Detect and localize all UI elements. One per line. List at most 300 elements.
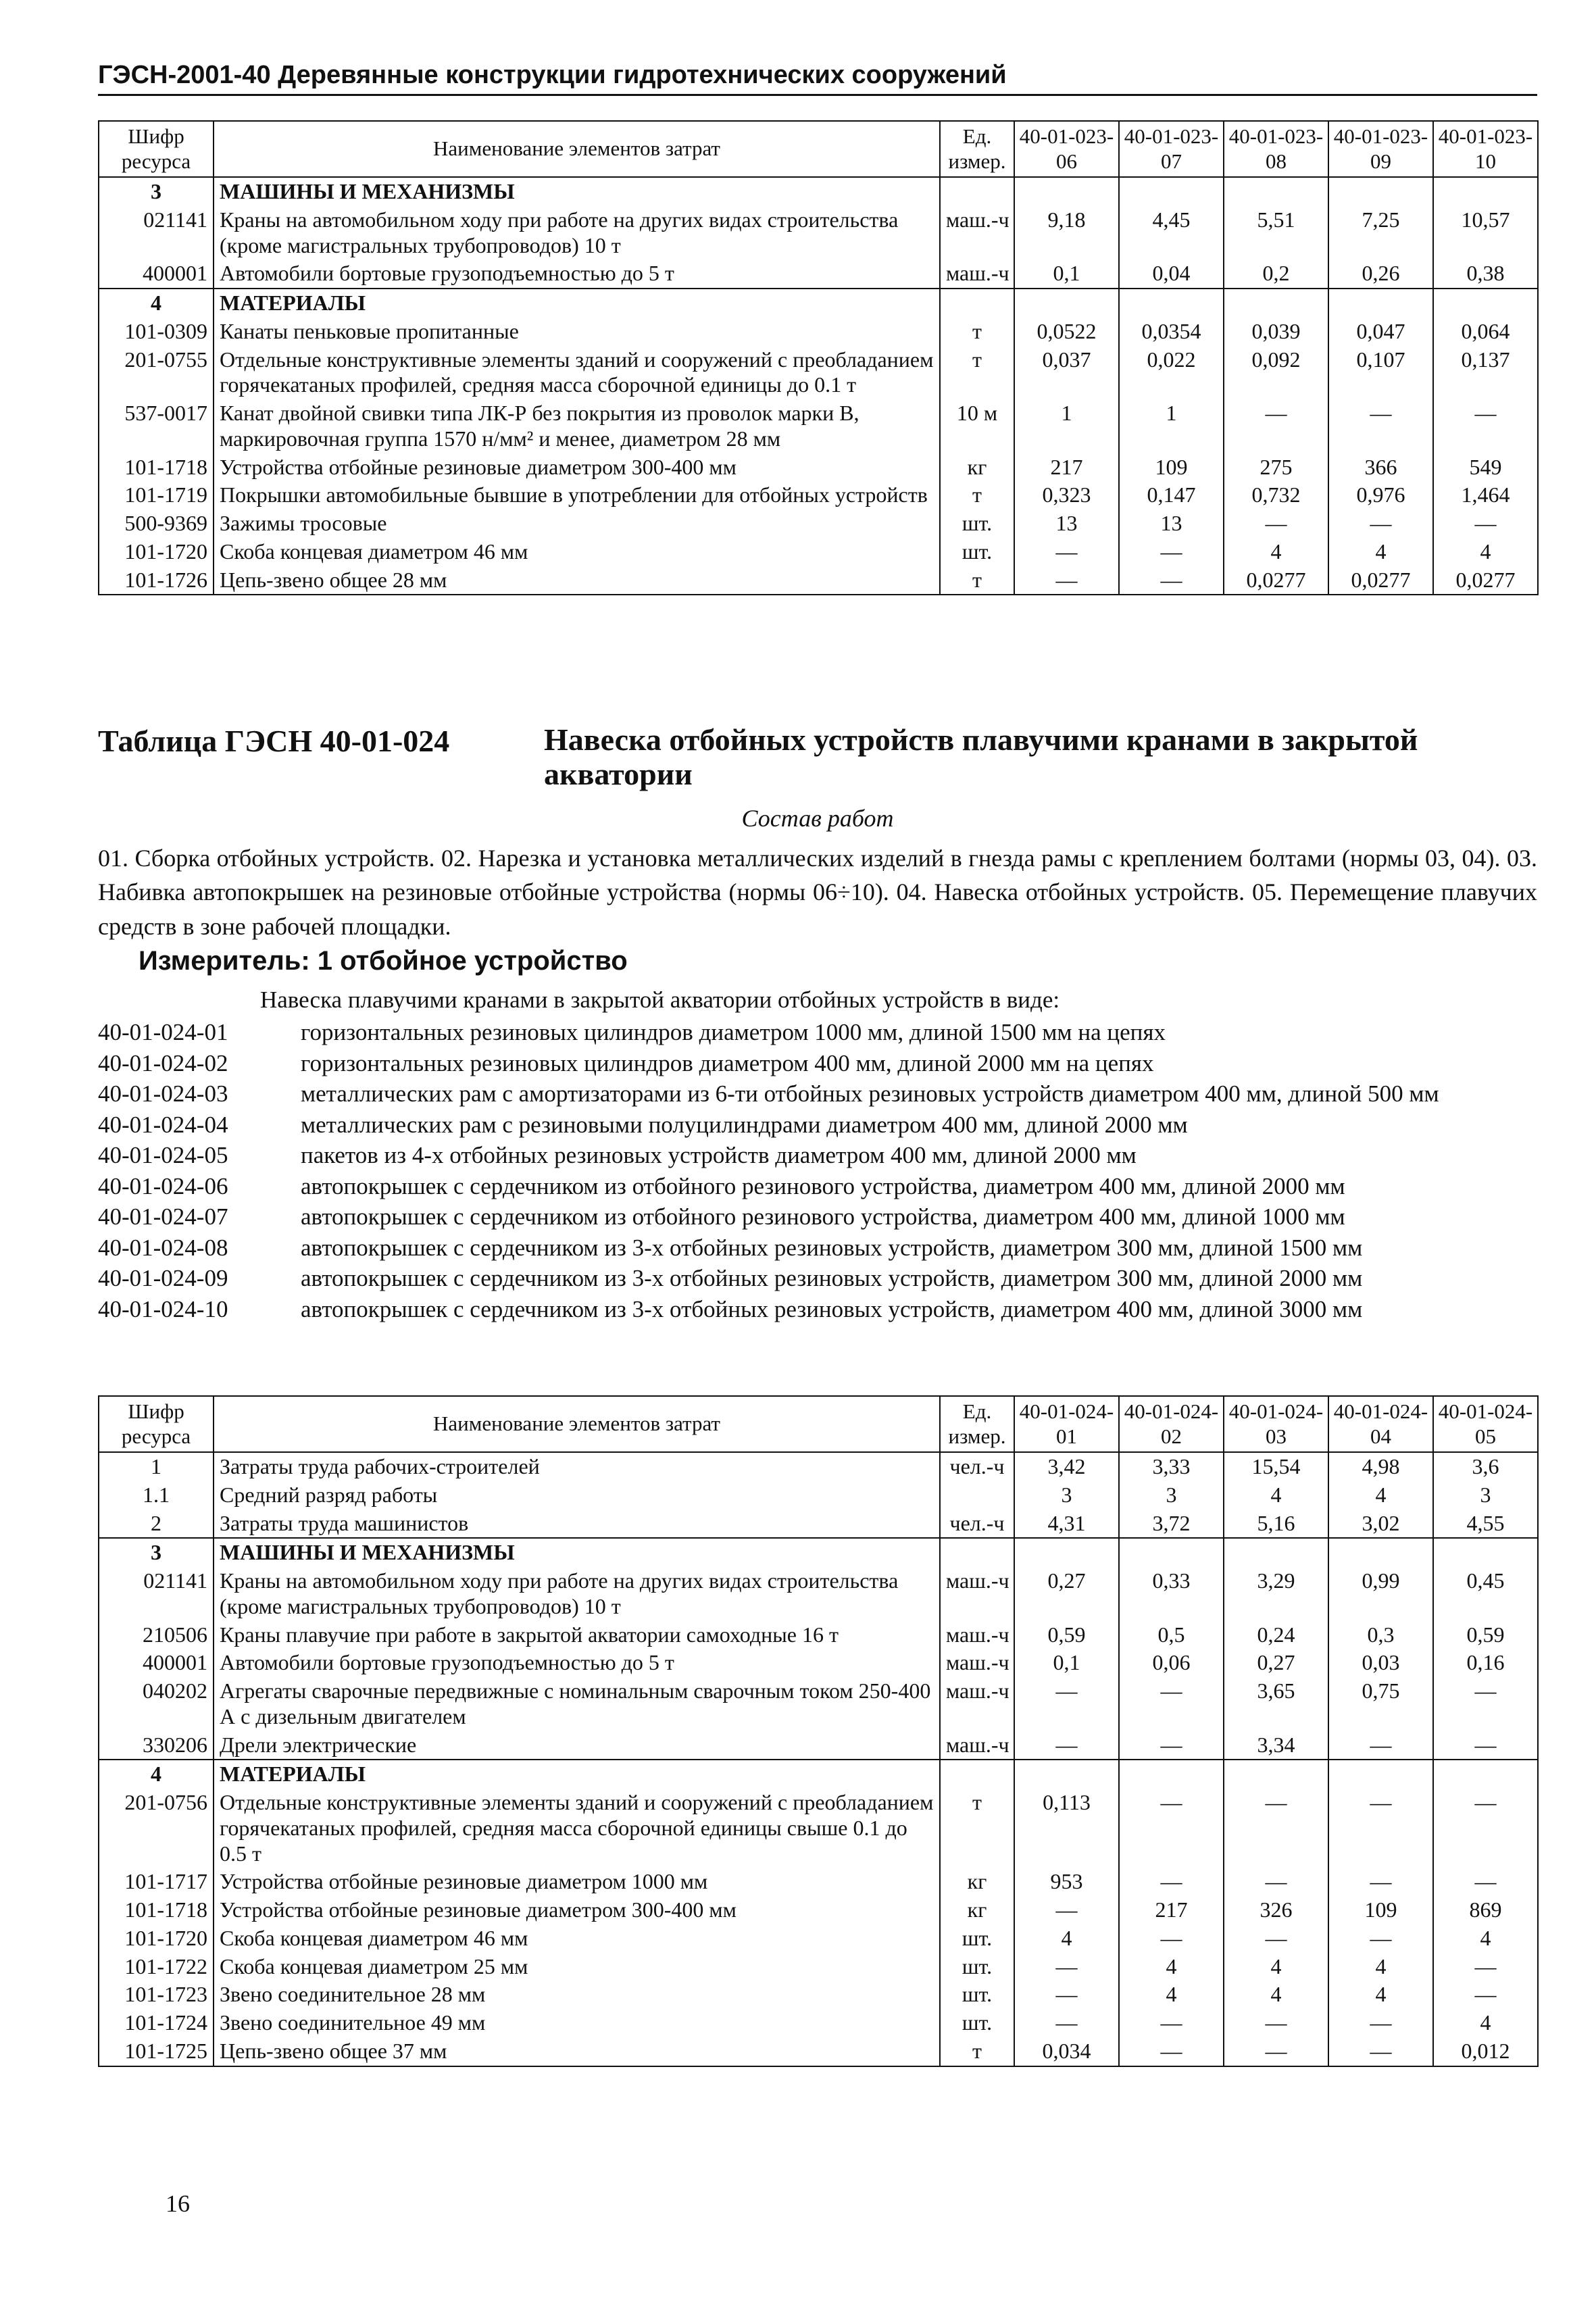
value-cell: — [1014, 1981, 1119, 2009]
value-cell: 3 [1433, 1481, 1538, 1510]
column-header: 40-01-024-01 [1014, 1396, 1119, 1452]
value-cell: 4,45 [1119, 206, 1224, 260]
value-cell: — [1119, 538, 1224, 566]
unit-cell: т [940, 1789, 1014, 1868]
norm-item [98, 1201, 1537, 1233]
table-row [99, 289, 1538, 318]
value-cell: 1 [1014, 399, 1119, 453]
value-cell: 4 [1433, 2009, 1538, 2037]
value-cell: 3 [1014, 1481, 1119, 1510]
empty-cell [1328, 289, 1433, 318]
value-cell: 3,6 [1433, 1452, 1538, 1481]
value-cell: 3,42 [1014, 1452, 1119, 1481]
resource-code: 021141 [99, 1567, 214, 1621]
resource-name: Звено соединительное 49 мм [214, 2009, 940, 2037]
works-text: 01. Сборка отбойных устройств. 02. Нарезка и установка металлических изделий в гнезда рамы с креплением болтами (нормы 03, 04). 03. Набивка автопокрышек на резиновые отбойные устройства (нормы 06÷10). 04. Навеска отбойных устройств. 05. Перемещение плавучих средств в зоне рабочей площадки. [98, 845, 1537, 940]
value-cell: 0,137 [1433, 346, 1538, 400]
value-cell: 4 [1328, 1981, 1433, 2009]
value-cell: — [1014, 566, 1119, 595]
table-row [99, 1760, 1538, 1789]
value-cell: — [1328, 1731, 1433, 1760]
resource-name: Краны плавучие при работе в закрытой акватории самоходные 16 т [214, 1621, 940, 1649]
column-header: 40-01-023-06 [1014, 121, 1119, 177]
value-cell: — [1328, 1868, 1433, 1896]
value-cell: 4 [1433, 1924, 1538, 1953]
value-cell: — [1433, 509, 1538, 538]
value-cell: — [1119, 1789, 1224, 1868]
resource-name: Отдельные конструктивные элементы зданий и сооружений с преобладанием горячекатаных профилей, средняя масса сборочной единицы свыше 0.1 до 0.5 т [214, 1789, 940, 1868]
resource-code: 1 [99, 1452, 214, 1481]
value-cell: 0,59 [1433, 1621, 1538, 1649]
empty-cell [940, 177, 1014, 206]
norm-item [98, 1171, 1537, 1202]
resource-code: 400001 [99, 1649, 214, 1677]
value-cell: — [1433, 1789, 1538, 1868]
value-cell: 0,27 [1224, 1649, 1328, 1677]
value-cell: 0,27 [1014, 1567, 1119, 1621]
value-cell: 3,29 [1224, 1567, 1328, 1621]
unit-cell: кг [940, 453, 1014, 482]
value-cell: 0,0277 [1433, 566, 1538, 595]
norm-code: 40-01-024-07 [98, 1203, 228, 1230]
resource-name: Автомобили бортовые грузоподъемностью до 5 т [214, 259, 940, 289]
meter-label: Измеритель: 1 отбойное устройство [139, 946, 628, 976]
norm-item [98, 1140, 1537, 1171]
value-cell: — [1224, 2037, 1328, 2066]
value-cell: — [1119, 1924, 1224, 1953]
resource-name: Цепь-звено общее 28 мм [214, 566, 940, 595]
resource-name: Покрышки автомобильные бывшие в употреблении для отбойных устройств [214, 481, 940, 509]
value-cell: — [1014, 538, 1119, 566]
column-header: 40-01-024-04 [1328, 1396, 1433, 1452]
empty-cell [1119, 289, 1224, 318]
value-cell: 1,464 [1433, 481, 1538, 509]
empty-cell [1119, 1538, 1224, 1567]
value-cell: — [1119, 2037, 1224, 2066]
resource-name: Затраты труда машинистов [214, 1510, 940, 1539]
norm-description: автопокрышек с сердечником из отбойного резинового устройства, диаметром 400 мм, длиной 1000 мм [301, 1203, 1345, 1230]
empty-cell [1119, 177, 1224, 206]
unit-cell: шт. [940, 538, 1014, 566]
value-cell: 109 [1119, 453, 1224, 482]
norm-code: 40-01-024-10 [98, 1295, 228, 1322]
table-number: Таблица ГЭСН 40-01-024 [98, 724, 450, 758]
resource-code: 3 [99, 1538, 214, 1567]
value-cell: 0,732 [1224, 481, 1328, 509]
resource-code: 101-1717 [99, 1868, 214, 1896]
value-cell: — [1433, 1953, 1538, 1981]
table-row [99, 1649, 1538, 1677]
resource-code: 101-1724 [99, 2009, 214, 2037]
table-row [99, 1868, 1538, 1896]
table-header-row [99, 1396, 1538, 1452]
resource-table-024 [98, 1395, 1539, 2067]
unit-cell: т [940, 566, 1014, 595]
value-cell: 4 [1328, 1953, 1433, 1981]
value-cell: 217 [1014, 453, 1119, 482]
unit-cell: маш.-ч [940, 1567, 1014, 1621]
resource-name: Отдельные конструктивные элементы зданий и сооружений с преобладанием горячекатаных профилей, средняя масса сборочной единицы до 0.1 т [214, 346, 940, 400]
value-cell: 3 [1119, 1481, 1224, 1510]
value-cell: 0,26 [1328, 259, 1433, 289]
table-row [99, 481, 1538, 509]
table-row [99, 177, 1538, 206]
norm-description: металлических рам с резиновыми полуцилиндрами диаметром 400 мм, длиной 2000 мм [301, 1111, 1188, 1138]
table-row [99, 1538, 1538, 1567]
unit-cell: шт. [940, 1981, 1014, 2009]
norm-code: 40-01-024-01 [98, 1019, 228, 1045]
value-cell: — [1224, 509, 1328, 538]
unit-cell: маш.-ч [940, 1677, 1014, 1731]
empty-cell [940, 1538, 1014, 1567]
value-cell: 0,0354 [1119, 318, 1224, 346]
value-cell: 0,1 [1014, 259, 1119, 289]
resource-name: МАШИНЫ И МЕХАНИЗМЫ [214, 1538, 940, 1567]
norm-description: горизонтальных резиновых цилиндров диаметром 1000 мм, длиной 1500 мм на цепях [301, 1019, 1166, 1045]
resource-name: Канаты пеньковые пропитанные [214, 318, 940, 346]
unit-cell: шт. [940, 509, 1014, 538]
value-cell: 4,55 [1433, 1510, 1538, 1539]
value-cell: 13 [1014, 509, 1119, 538]
empty-cell [1014, 289, 1119, 318]
value-cell: 7,25 [1328, 206, 1433, 260]
table-row [99, 1677, 1538, 1731]
value-cell: — [1119, 1868, 1224, 1896]
value-cell: — [1433, 1677, 1538, 1731]
table-row [99, 399, 1538, 453]
table-row [99, 1896, 1538, 1924]
resource-code: 040202 [99, 1677, 214, 1731]
value-cell: 0,59 [1014, 1621, 1119, 1649]
unit-cell: 10 м [940, 399, 1014, 453]
resource-code: 201-0756 [99, 1789, 214, 1868]
value-cell: 4 [1119, 1953, 1224, 1981]
resource-code: 330206 [99, 1731, 214, 1760]
value-cell: 3,65 [1224, 1677, 1328, 1731]
unit-cell: маш.-ч [940, 206, 1014, 260]
table-row [99, 318, 1538, 346]
column-header: Наименование элементов затрат [214, 1396, 940, 1452]
value-cell: 4 [1224, 1981, 1328, 2009]
resource-code: 3 [99, 177, 214, 206]
unit-cell: т [940, 318, 1014, 346]
norm-code: 40-01-024-02 [98, 1049, 228, 1076]
unit-cell [940, 1481, 1014, 1510]
empty-cell [1014, 177, 1119, 206]
empty-cell [1328, 1538, 1433, 1567]
value-cell: 4,31 [1014, 1510, 1119, 1539]
resource-name: Краны на автомобильном ходу при работе на других видах строительства (кроме магистральных трубопроводов) 10 т [214, 206, 940, 260]
table-row [99, 453, 1538, 482]
column-header: Наименование элементов затрат [214, 121, 940, 177]
norm-description: автопокрышек с сердечником из 3-х отбойных резиновых устройств, диаметром 400 мм, длиной 3000 мм [301, 1295, 1363, 1322]
value-cell: 0,99 [1328, 1567, 1433, 1621]
value-cell: — [1224, 399, 1328, 453]
resource-name: Скоба концевая диаметром 46 мм [214, 1924, 940, 1953]
value-cell: — [1328, 2037, 1433, 2066]
resource-code: 101-1720 [99, 538, 214, 566]
value-cell: 4 [1328, 1481, 1433, 1510]
norm-code: 40-01-024-08 [98, 1234, 228, 1261]
value-cell: 0,03 [1328, 1649, 1433, 1677]
norm-code: 40-01-024-05 [98, 1142, 228, 1168]
value-cell: — [1433, 1868, 1538, 1896]
resource-name: Затраты труда рабочих-строителей [214, 1452, 940, 1481]
resource-table-023 [98, 120, 1539, 595]
value-cell: 0,037 [1014, 346, 1119, 400]
resource-code: 4 [99, 289, 214, 318]
resource-name: Устройства отбойные резиновые диаметром 300-400 мм [214, 1896, 940, 1924]
column-header: 40-01-023-07 [1119, 121, 1224, 177]
value-cell: 9,18 [1014, 206, 1119, 260]
value-cell: — [1328, 399, 1433, 453]
resource-code: 101-1719 [99, 481, 214, 509]
table-row [99, 566, 1538, 595]
value-cell: 5,16 [1224, 1510, 1328, 1539]
resource-code: 101-1720 [99, 1924, 214, 1953]
value-cell: — [1014, 1677, 1119, 1731]
norm-code: 40-01-024-03 [98, 1080, 228, 1107]
value-cell: 0,034 [1014, 2037, 1119, 2066]
unit-cell: чел.-ч [940, 1510, 1014, 1539]
empty-cell [1433, 177, 1538, 206]
norm-description: горизонтальных резиновых цилиндров диаметром 400 мм, длиной 2000 мм на цепях [301, 1049, 1154, 1076]
norm-item [98, 1017, 1537, 1048]
value-cell: — [1014, 1896, 1119, 1924]
column-header: 40-01-024-03 [1224, 1396, 1328, 1452]
norm-description: металлических рам с амортизаторами из 6-ти отбойных резиновых устройств диаметром 400 мм, длиной 500 мм [301, 1080, 1439, 1107]
resource-name: Зажимы тросовые [214, 509, 940, 538]
value-cell: — [1014, 1953, 1119, 1981]
empty-cell [1433, 289, 1538, 318]
value-cell: — [1433, 1981, 1538, 2009]
value-cell: 217 [1119, 1896, 1224, 1924]
unit-cell: маш.-ч [940, 1649, 1014, 1677]
resource-name: Автомобили бортовые грузоподъемностью до 5 т [214, 1649, 940, 1677]
column-header: Шифр ресурса [99, 1396, 214, 1452]
value-cell: 0,0522 [1014, 318, 1119, 346]
value-cell: 0,012 [1433, 2037, 1538, 2066]
column-header: Ед. измер. [940, 121, 1014, 177]
resource-name: Устройства отбойные резиновые диаметром 300-400 мм [214, 453, 940, 482]
value-cell: 0,06 [1119, 1649, 1224, 1677]
norm-item [98, 1263, 1537, 1294]
unit-cell: т [940, 346, 1014, 400]
table-row [99, 1481, 1538, 1510]
norms-intro: Навеска плавучими кранами в закрытой акватории отбойных устройств в виде: [260, 987, 1060, 1013]
value-cell: 4 [1014, 1924, 1119, 1953]
value-cell: 1 [1119, 399, 1224, 453]
unit-cell: т [940, 481, 1014, 509]
value-cell: 3,33 [1119, 1452, 1224, 1481]
resource-name: Краны на автомобильном ходу при работе на других видах строительства (кроме магистральных трубопроводов) 10 т [214, 1567, 940, 1621]
table-row [99, 346, 1538, 400]
value-cell: 4 [1328, 538, 1433, 566]
resource-name: Средний разряд работы [214, 1481, 940, 1510]
table-row [99, 259, 1538, 289]
norm-item [98, 1110, 1537, 1141]
value-cell: — [1119, 1731, 1224, 1760]
unit-cell: шт. [940, 1953, 1014, 1981]
resource-code: 101-1726 [99, 566, 214, 595]
value-cell: — [1433, 399, 1538, 453]
value-cell: 0,113 [1014, 1789, 1119, 1868]
value-cell: 0,0277 [1328, 566, 1433, 595]
value-cell: 869 [1433, 1896, 1538, 1924]
value-cell: 275 [1224, 453, 1328, 482]
value-cell: 3,02 [1328, 1510, 1433, 1539]
resource-name: Скоба концевая диаметром 25 мм [214, 1953, 940, 1981]
value-cell: 0,022 [1119, 346, 1224, 400]
value-cell: 549 [1433, 453, 1538, 482]
resource-code: 101-0309 [99, 318, 214, 346]
value-cell: 4 [1119, 1981, 1224, 2009]
resource-code: 537-0017 [99, 399, 214, 453]
value-cell: — [1328, 509, 1433, 538]
resource-name: Устройства отбойные резиновые диаметром 1000 мм [214, 1868, 940, 1896]
value-cell: 109 [1328, 1896, 1433, 1924]
unit-cell: кг [940, 1868, 1014, 1896]
table-row [99, 538, 1538, 566]
value-cell: 953 [1014, 1868, 1119, 1896]
resource-code: 021141 [99, 206, 214, 260]
column-header: 40-01-024-05 [1433, 1396, 1538, 1452]
table-row [99, 1621, 1538, 1649]
table-row [99, 1510, 1538, 1539]
value-cell: — [1014, 1731, 1119, 1760]
empty-cell [1328, 1760, 1433, 1789]
table-row [99, 1567, 1538, 1621]
column-header: 40-01-023-09 [1328, 121, 1433, 177]
table-row [99, 2009, 1538, 2037]
value-cell: — [1119, 566, 1224, 595]
value-cell: 0,45 [1433, 1567, 1538, 1621]
resource-name: МАТЕРИАЛЫ [214, 1760, 940, 1789]
table-row [99, 1789, 1538, 1868]
resource-name: Цепь-звено общее 37 мм [214, 2037, 940, 2066]
resource-code: 101-1718 [99, 453, 214, 482]
resource-code: 101-1723 [99, 1981, 214, 2009]
value-cell: 15,54 [1224, 1452, 1328, 1481]
table-row [99, 1731, 1538, 1760]
table-header-row [99, 121, 1538, 177]
unit-cell: маш.-ч [940, 259, 1014, 289]
resource-name: Агрегаты сварочные передвижные с номинальным сварочным током 250-400 А с дизельным двигателем [214, 1677, 940, 1731]
unit-cell: т [940, 2037, 1014, 2066]
value-cell: 0,33 [1119, 1567, 1224, 1621]
value-cell: 0,976 [1328, 481, 1433, 509]
column-header: Шифр ресурса [99, 121, 214, 177]
table-row [99, 509, 1538, 538]
value-cell: 0,147 [1119, 481, 1224, 509]
column-header: Ед. измер. [940, 1396, 1014, 1452]
resource-code: 400001 [99, 259, 214, 289]
value-cell: — [1224, 2009, 1328, 2037]
empty-cell [1014, 1760, 1119, 1789]
value-cell: 366 [1328, 453, 1433, 482]
value-cell: — [1224, 1924, 1328, 1953]
resource-code: 4 [99, 1760, 214, 1789]
column-header: 40-01-023-08 [1224, 121, 1328, 177]
value-cell: 0,107 [1328, 346, 1433, 400]
unit-cell: кг [940, 1896, 1014, 1924]
value-cell: 0,38 [1433, 259, 1538, 289]
table-title: Навеска отбойных устройств плавучими кранами в закрытой акватории [544, 722, 1418, 791]
value-cell: 4 [1224, 1481, 1328, 1510]
norm-code: 40-01-024-04 [98, 1111, 228, 1138]
resource-code: 500-9369 [99, 509, 214, 538]
resource-code: 210506 [99, 1621, 214, 1649]
value-cell: 0,047 [1328, 318, 1433, 346]
value-cell: 4,98 [1328, 1452, 1433, 1481]
norms-list [98, 1017, 1537, 1324]
resource-code: 1.1 [99, 1481, 214, 1510]
unit-cell: чел.-ч [940, 1452, 1014, 1481]
unit-cell: шт. [940, 2009, 1014, 2037]
value-cell: 0,323 [1014, 481, 1119, 509]
works-heading: Состав работ [741, 805, 894, 832]
norm-item [98, 1294, 1537, 1325]
table-row [99, 1981, 1538, 2009]
resource-code: 2 [99, 1510, 214, 1539]
value-cell: 4 [1433, 538, 1538, 566]
empty-cell [1433, 1538, 1538, 1567]
value-cell: — [1119, 2009, 1224, 2037]
norm-description: автопокрышек с сердечником из 3-х отбойных резиновых устройств, диаметром 300 мм, длиной 1500 мм [301, 1234, 1363, 1261]
value-cell: 0,5 [1119, 1621, 1224, 1649]
value-cell: — [1224, 1868, 1328, 1896]
empty-cell [1433, 1760, 1538, 1789]
value-cell: — [1119, 1677, 1224, 1731]
resource-name: Скоба концевая диаметром 46 мм [214, 538, 940, 566]
value-cell: 5,51 [1224, 206, 1328, 260]
resource-code: 201-0755 [99, 346, 214, 400]
resource-name: Звено соединительное 28 мм [214, 1981, 940, 2009]
table-row [99, 2037, 1538, 2066]
norm-item [98, 1078, 1537, 1110]
empty-cell [1224, 1760, 1328, 1789]
table-row [99, 206, 1538, 260]
empty-cell [1014, 1538, 1119, 1567]
value-cell: — [1014, 2009, 1119, 2037]
value-cell: 0,04 [1119, 259, 1224, 289]
empty-cell [940, 289, 1014, 318]
table-row [99, 1953, 1538, 1981]
resource-code: 101-1722 [99, 1953, 214, 1981]
value-cell: 3,34 [1224, 1731, 1328, 1760]
value-cell: 4 [1224, 538, 1328, 566]
empty-cell [940, 1760, 1014, 1789]
norm-item [98, 1048, 1537, 1079]
resource-name: МАТЕРИАЛЫ [214, 289, 940, 318]
norm-code: 40-01-024-06 [98, 1172, 228, 1199]
value-cell: 13 [1119, 509, 1224, 538]
empty-cell [1224, 289, 1328, 318]
value-cell: 0,75 [1328, 1677, 1433, 1731]
value-cell: 4 [1224, 1953, 1328, 1981]
value-cell: 3,72 [1119, 1510, 1224, 1539]
value-cell: 326 [1224, 1896, 1328, 1924]
norm-code: 40-01-024-09 [98, 1265, 228, 1291]
value-cell: 0,16 [1433, 1649, 1538, 1677]
empty-cell [1224, 1538, 1328, 1567]
page-number: 16 [166, 2190, 190, 2217]
value-cell: — [1433, 1731, 1538, 1760]
value-cell: 0,24 [1224, 1621, 1328, 1649]
value-cell: 0,2 [1224, 259, 1328, 289]
table-row [99, 1452, 1538, 1481]
value-cell: 0,0277 [1224, 566, 1328, 595]
